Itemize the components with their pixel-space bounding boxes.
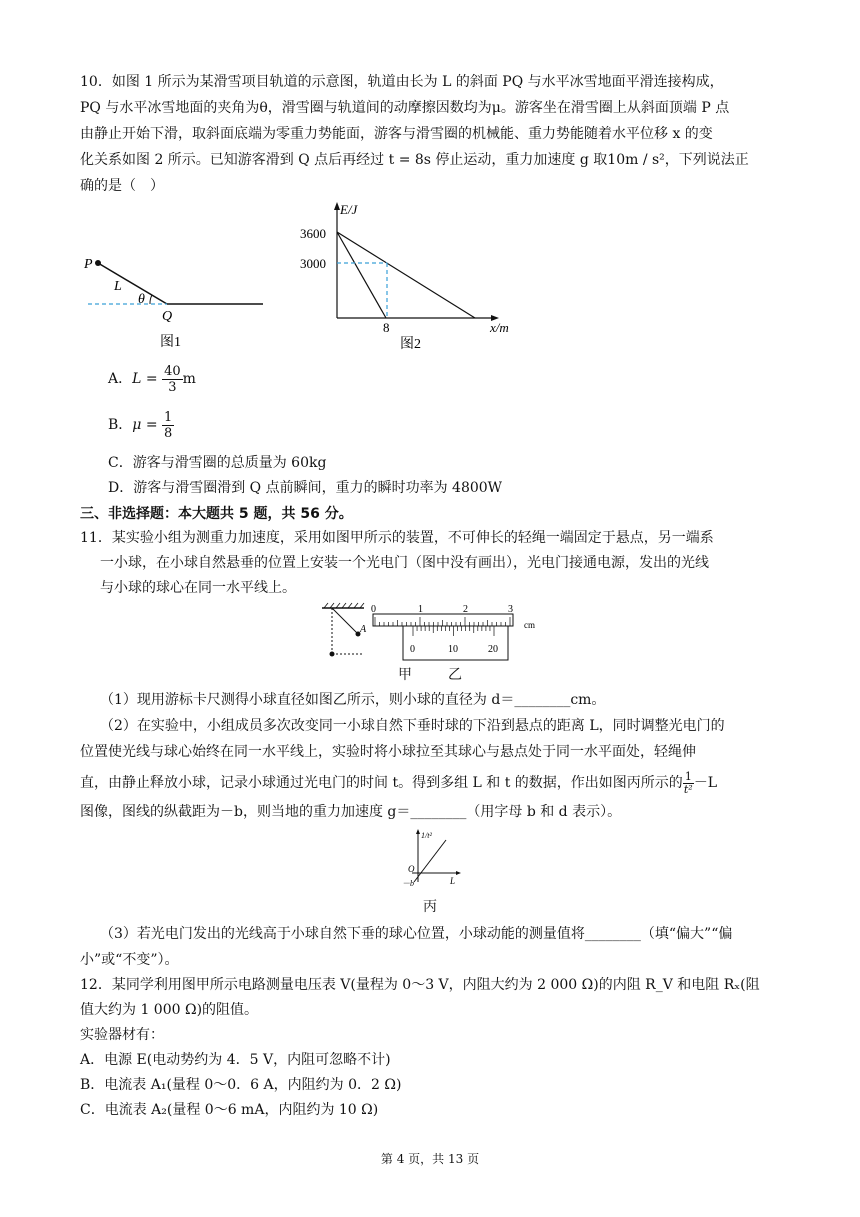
option-B-lhs: μ = xyxy=(132,417,158,433)
caption-jia: 甲 xyxy=(398,667,412,683)
caliper-main-0: 0 xyxy=(371,604,376,615)
q11-part-3-line-2: 小”或“不变”）。 xyxy=(80,952,179,968)
figure-pendulum xyxy=(318,600,370,662)
graph-2-ylabel: E/J xyxy=(340,202,358,217)
frac-den-t2: t² xyxy=(683,782,693,796)
label-Q: Q xyxy=(162,309,173,324)
option-B-prefix: B． xyxy=(108,417,133,433)
graph-2-xlabel: x/m xyxy=(490,320,509,335)
graph-2-xtick-8: 8 xyxy=(383,320,390,335)
q11-part-2-line-3 xyxy=(80,766,717,800)
option-A xyxy=(108,360,196,398)
caliper-vernier-0: 0 xyxy=(410,644,415,655)
caliper-vernier-10: 10 xyxy=(448,644,458,655)
q11-line-1: 11．某实验小组为测重力加速度，采用如图甲所示的装置，不可伸长的轻绳一端固定于悬点，另一端系 xyxy=(80,530,714,546)
option-A-lhs: L = xyxy=(132,371,158,387)
caliper-unit: cm xyxy=(524,620,535,630)
q12-line-2: 值大约为 1 000 Ω)的阻值。 xyxy=(80,1002,259,1018)
inverse-t-squared-fraction xyxy=(683,771,694,796)
caption-bing: 丙 xyxy=(423,899,437,915)
graph-bing-xlabel: L xyxy=(450,876,456,886)
label-P: P xyxy=(84,257,93,272)
q11-part-2-line-2: 位置使光线与球心始终在同一水平线上，实验时将小球拉至其球心与悬点处于同一水平面处，轻绳伸 xyxy=(80,744,696,760)
option-A-unit: m xyxy=(182,371,196,387)
section-3-heading: 三、非选择题：本大题共 5 题，共 56 分。 xyxy=(80,506,353,522)
frac-num-1: 1 xyxy=(684,769,692,783)
q12-item-A: A．电源 E(电动势约为 4．5 V，内阻可忽略不计) xyxy=(80,1052,391,1068)
graph-2-ytick-3000: 3000 xyxy=(300,256,326,271)
q12-equipment-heading: 实验器材有： xyxy=(80,1027,164,1043)
option-C: C．游客与滑雪圈的总质量为 60kg xyxy=(108,455,327,471)
caliper-main-1: 1 xyxy=(418,604,423,615)
caliper-vernier-20: 20 xyxy=(488,644,498,655)
graph-bing-origin: O xyxy=(408,864,415,874)
q12-item-B: B．电流表 A₁(量程 0～0．6 A，内阻约为 0．2 Ω) xyxy=(80,1077,402,1093)
q10-line-2: PQ 与水平冰雪地面的夹角为θ，滑雪圈与轨道间的动摩擦因数均为μ。游客坐在滑雪圈上从斜面顶端 P 点 xyxy=(80,100,730,116)
option-B-fraction xyxy=(162,410,174,441)
option-B-num: 1 xyxy=(164,409,173,425)
option-A-num: 40 xyxy=(164,363,181,379)
figure-2-energy-graph xyxy=(290,198,520,358)
q10-line-5: 确的是（ ） xyxy=(80,178,164,194)
option-A-prefix: A． xyxy=(108,371,133,387)
frac-tail: －L xyxy=(693,775,718,791)
figure-bing-graph xyxy=(398,826,464,888)
caption-yi: 乙 xyxy=(448,667,462,683)
q11-part-3-line-1: （3）若光电门发出的光线高于小球自然下垂的球心位置，小球动能的测量值将________（填“偏大”“偏 xyxy=(100,926,733,942)
q11-part-2-line-4: 图像，图线的纵截距为－b，则当地的重力加速度 g＝________（用字母 b 和 d 表示）。 xyxy=(80,804,622,820)
figure-1-caption: 图1 xyxy=(160,335,181,350)
q11-part-2-line-3-text: 直，由静止释放小球，记录小球通过光电门的时间 t。得到多组 L 和 t 的数据，作出如图丙所示的 xyxy=(80,775,683,791)
page-footer: 第 4 页，共 13 页 xyxy=(380,1152,480,1166)
graph-2-ytick-3600: 3600 xyxy=(300,226,326,241)
q10-line-1: 10．如图 1 所示为某滑雪项目轨道的示意图，轨道由长为 L 的斜面 PQ 与水平冰雪地面平滑连接构成， xyxy=(80,74,724,90)
figure-vernier-caliper xyxy=(368,602,548,664)
q10-line-3: 由静止开始下滑，取斜面底端为零重力势能面，游客与滑雪圈的机械能、重力势能随着水平位移 x 的变 xyxy=(80,126,713,142)
q11-line-2: 一小球，在小球自然悬垂的位置上安装一个光电门（图中没有画出），光电门接通电源，发出的光线 xyxy=(100,555,709,571)
label-L: L xyxy=(114,279,122,294)
q12-item-C: C．电流表 A₂(量程 0～6 mA，内阻约为 10 Ω) xyxy=(80,1102,379,1118)
option-A-fraction xyxy=(162,364,183,395)
graph-bing-intercept: －b xyxy=(402,879,414,888)
option-B-den: 8 xyxy=(164,425,173,441)
graph-bing-ylabel: 1/t² xyxy=(421,831,432,840)
figure-2-caption: 图2 xyxy=(400,337,421,352)
q11-line-3: 与小球的球心在同一水平线上。 xyxy=(100,580,296,596)
label-theta: θ xyxy=(138,292,145,307)
q11-part-1: （1）现用游标卡尺测得小球直径如图乙所示，则小球的直径为 d＝________cm。 xyxy=(100,692,606,708)
caliper-main-3: 3 xyxy=(508,604,513,615)
caliper-main-2: 2 xyxy=(463,604,468,615)
option-A-den: 3 xyxy=(168,379,177,395)
q11-part-2-line-1: （2）在实验中，小组成员多次改变同一小球自然下垂时球的下沿到悬点的距离 L，同时调整光电门的 xyxy=(100,718,725,734)
ball-label-A: A xyxy=(360,624,367,635)
figure-1-slope xyxy=(80,248,280,358)
q12-line-1: 12．某同学利用图甲所示电路测量电压表 V(量程为 0～3 V，内阻大约为 2 000 Ω)的内阻 R_V 和电阻 Rₓ(阻 xyxy=(80,977,760,993)
q10-line-4: 化关系如图 2 所示。已知游客滑到 Q 点后再经过 t = 8s 停止运动，重力加速度 g 取10m / s²，下列说法正 xyxy=(80,152,749,168)
option-D: D．游客与滑雪圈滑到 Q 点前瞬间，重力的瞬时功率为 4800W xyxy=(108,480,503,496)
option-B xyxy=(108,406,174,444)
